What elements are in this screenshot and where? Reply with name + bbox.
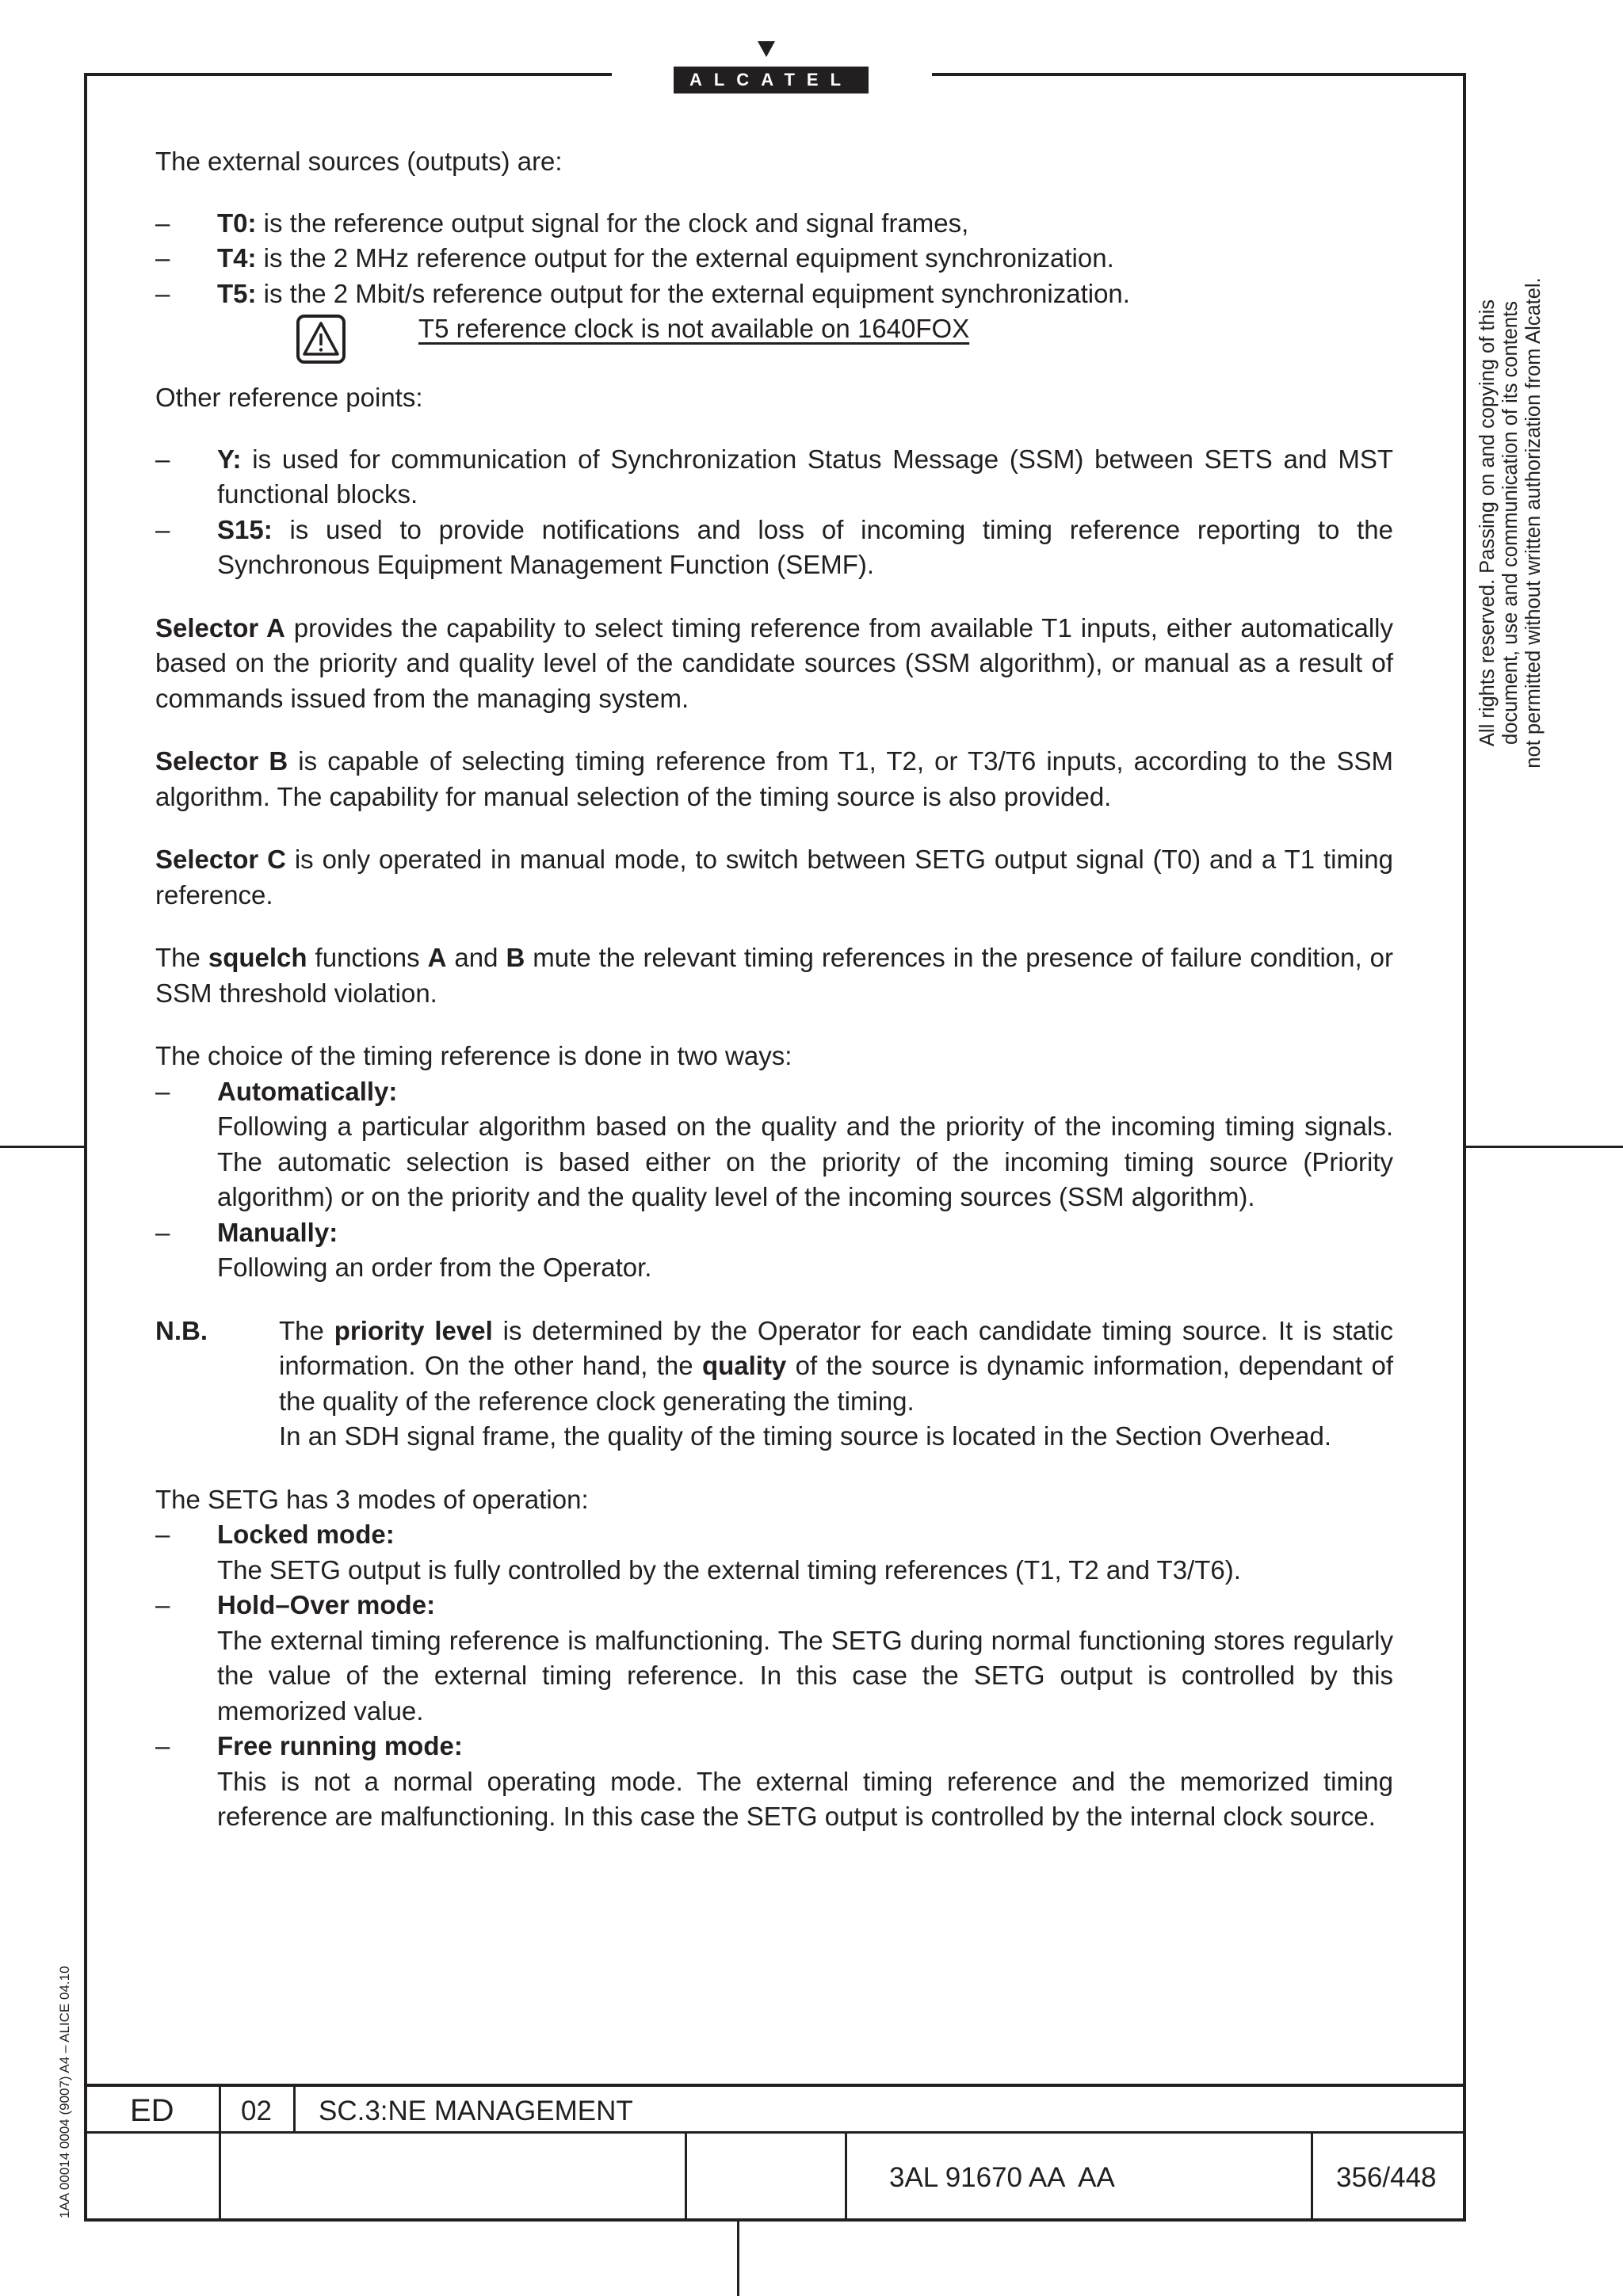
footer-divider (1311, 2131, 1313, 2220)
list-item (155, 241, 1393, 277)
bullet-dash: – (155, 1731, 170, 1760)
item-term: T0: (217, 208, 257, 238)
item-text: is used for communication of Synchronization Status Message (SSM) between SETS and MST functional blocks. (217, 444, 1393, 509)
item-text: Following a particular algorithm based on the quality and the priority of the incoming timing signals. The automatic selection is based either on the priority of the incoming timing source (Priority algorithm) or on the priority and the quality level of the incoming sources (SSM algorithm). (217, 1112, 1393, 1211)
margin-mark-right (1466, 1146, 1623, 1148)
nb-note (155, 1314, 1393, 1455)
footer-divider (845, 2131, 847, 2220)
copyright-line: not permitted without written authorization from Alcatel. (1522, 277, 1545, 769)
item-text: is the reference output signal for the clock and signal frames, (256, 208, 969, 238)
selector-c-term: Selector C (155, 845, 286, 874)
bullet-dash: – (155, 1590, 170, 1619)
squelch-term-b: B (506, 943, 525, 972)
selector-c-paragraph (155, 842, 1393, 913)
nb-label: N.B. (155, 1315, 208, 1345)
selector-a-paragraph (155, 611, 1393, 717)
list-item (155, 1074, 1393, 1215)
edition-label: ED (130, 2093, 174, 2128)
item-title: Automatically: (217, 1076, 398, 1106)
list-item (155, 1517, 1393, 1588)
selector-b-paragraph (155, 744, 1393, 814)
copyright-line: All rights reserved. Passing on and copying of this (1476, 299, 1499, 747)
margin-mark-bottom (737, 2222, 739, 2296)
bullet-dash: – (155, 243, 170, 273)
list-item (155, 1215, 1393, 1286)
footer-mid-line (84, 2131, 1466, 2134)
section-title: SC.3:NE MANAGEMENT (319, 2096, 633, 2126)
selector-c-text: is only operated in manual mode, to switch between SETG output signal (T0) and a T1 timing reference. (155, 845, 1393, 910)
logo-triangle-icon (758, 41, 775, 57)
item-title: Locked mode: (217, 1520, 395, 1549)
bullet-dash: – (155, 1520, 170, 1549)
selector-b-text: is capable of selecting timing reference from T1, T2, or T3/T6 inputs, according to the SSM algorithm. The capability for manual selection of the timing source is also provided. (155, 746, 1393, 811)
list-item (155, 277, 1393, 312)
main-content (155, 144, 1393, 1835)
item-text: is used to provide notifications and loss of incoming timing reference reporting to the Synchronous Equipment Management Function (SEMF). (217, 514, 1393, 579)
list-item (155, 442, 1393, 513)
form-reference: 1AA 00014 0004 (9007) A4 – ALICE 04.10 (57, 1966, 72, 2218)
squelch-mid: and (446, 943, 506, 972)
item-text: The SETG output is fully controlled by the external timing references (T1, T2 and T3/T6). (217, 1554, 1241, 1585)
warning-text: T5 reference clock is not available on 1640FOX (418, 314, 970, 343)
item-text: is the 2 Mbit/s reference output for the external equipment synchronization. (256, 278, 1130, 308)
alcatel-logo: ALCATEL (674, 67, 869, 93)
footer-divider (219, 2084, 221, 2220)
nb-text-part: is determined by the Operator for each candidate timing source. It is static information. On the other hand, the (279, 1315, 1393, 1380)
item-text: The external timing reference is malfunctioning. The SETG during normal functioning stores regularly the value of the external timing reference. In this case the SETG output is controlled by this memorized value. (217, 1625, 1393, 1726)
copyright-line: document, use and communication of its contents (1499, 301, 1522, 745)
bullet-dash: – (155, 514, 170, 544)
item-title: Manually: (217, 1217, 338, 1247)
nb-text-line2: In an SDH signal frame, the quality of the timing source is located in the Section Overhead. (279, 1421, 1332, 1451)
bullet-dash: – (155, 1217, 170, 1247)
item-term: S15: (217, 514, 273, 544)
margin-mark-left (0, 1146, 84, 1148)
selector-a-term: Selector A (155, 612, 285, 643)
bullet-dash: – (155, 1076, 170, 1106)
item-term: T5: (217, 278, 257, 308)
footer-top-line (84, 2084, 1466, 2087)
frame-top-left (84, 73, 612, 76)
squelch-paragraph (155, 940, 1393, 1011)
item-text: is the 2 MHz reference output for the external equipment synchronization. (256, 243, 1114, 273)
edition-value: 02 (241, 2096, 272, 2126)
bullet-dash: – (155, 444, 170, 474)
bullet-dash: – (155, 208, 170, 238)
choice-title: The choice of the timing reference is done in two ways: (155, 1041, 792, 1070)
footer-divider (685, 2131, 687, 2220)
frame-bottom (84, 2218, 1466, 2222)
nb-text (279, 1314, 1393, 1420)
warning-icon (296, 315, 346, 364)
frame-left (84, 73, 87, 2222)
footer-divider (293, 2084, 296, 2133)
squelch-post: mute the relevant timing references in the presence of failure condition, or SSM threshold violation. (155, 943, 1393, 1008)
other-title: Other reference points: (155, 383, 423, 412)
list-item (155, 206, 1393, 242)
list-item (155, 1729, 1393, 1835)
item-text: Following an order from the Operator. (217, 1253, 652, 1282)
list-item (155, 513, 1393, 583)
bullet-dash: – (155, 278, 170, 308)
nb-text-part: The (279, 1315, 334, 1345)
squelch-term-a: A (427, 943, 447, 972)
squelch-mid: functions (307, 943, 428, 972)
selector-b-term: Selector B (155, 746, 288, 776)
item-title: Hold–Over mode: (217, 1590, 436, 1619)
squelch-term: squelch (208, 943, 307, 972)
nb-text-part: of the source is dynamic information, dependant of the quality of the reference clock generating the timing. (279, 1351, 1393, 1416)
intro-text: The external sources (outputs) are: (155, 147, 563, 176)
nb-bold: quality (701, 1351, 787, 1380)
list-item (155, 1588, 1393, 1729)
nb-bold: priority level (334, 1315, 493, 1345)
modes-title: The SETG has 3 modes of operation: (155, 1484, 589, 1514)
warning-note (155, 311, 1393, 353)
item-title: Free running mode: (217, 1731, 463, 1760)
frame-top-right (932, 73, 1466, 76)
document-code: 3AL 91670 AA AA (889, 2162, 1115, 2193)
item-term: Y: (217, 444, 242, 474)
item-term: T4: (217, 243, 257, 273)
copyright-note (1476, 261, 1545, 784)
page-number: 356/448 (1336, 2162, 1437, 2193)
item-text: This is not a normal operating mode. The external timing reference and the memorized timing reference are malfunctioning. In this case the SETG output is controlled by the internal clock source. (217, 1766, 1393, 1831)
selector-a-text: provides the capability to select timing reference from available T1 inputs, either automatically based on the priority and quality level of the candidate sources (SSM algorithm), or manual as a result of commands issued from the managing system. (155, 612, 1393, 713)
squelch-pre: The (155, 943, 208, 972)
